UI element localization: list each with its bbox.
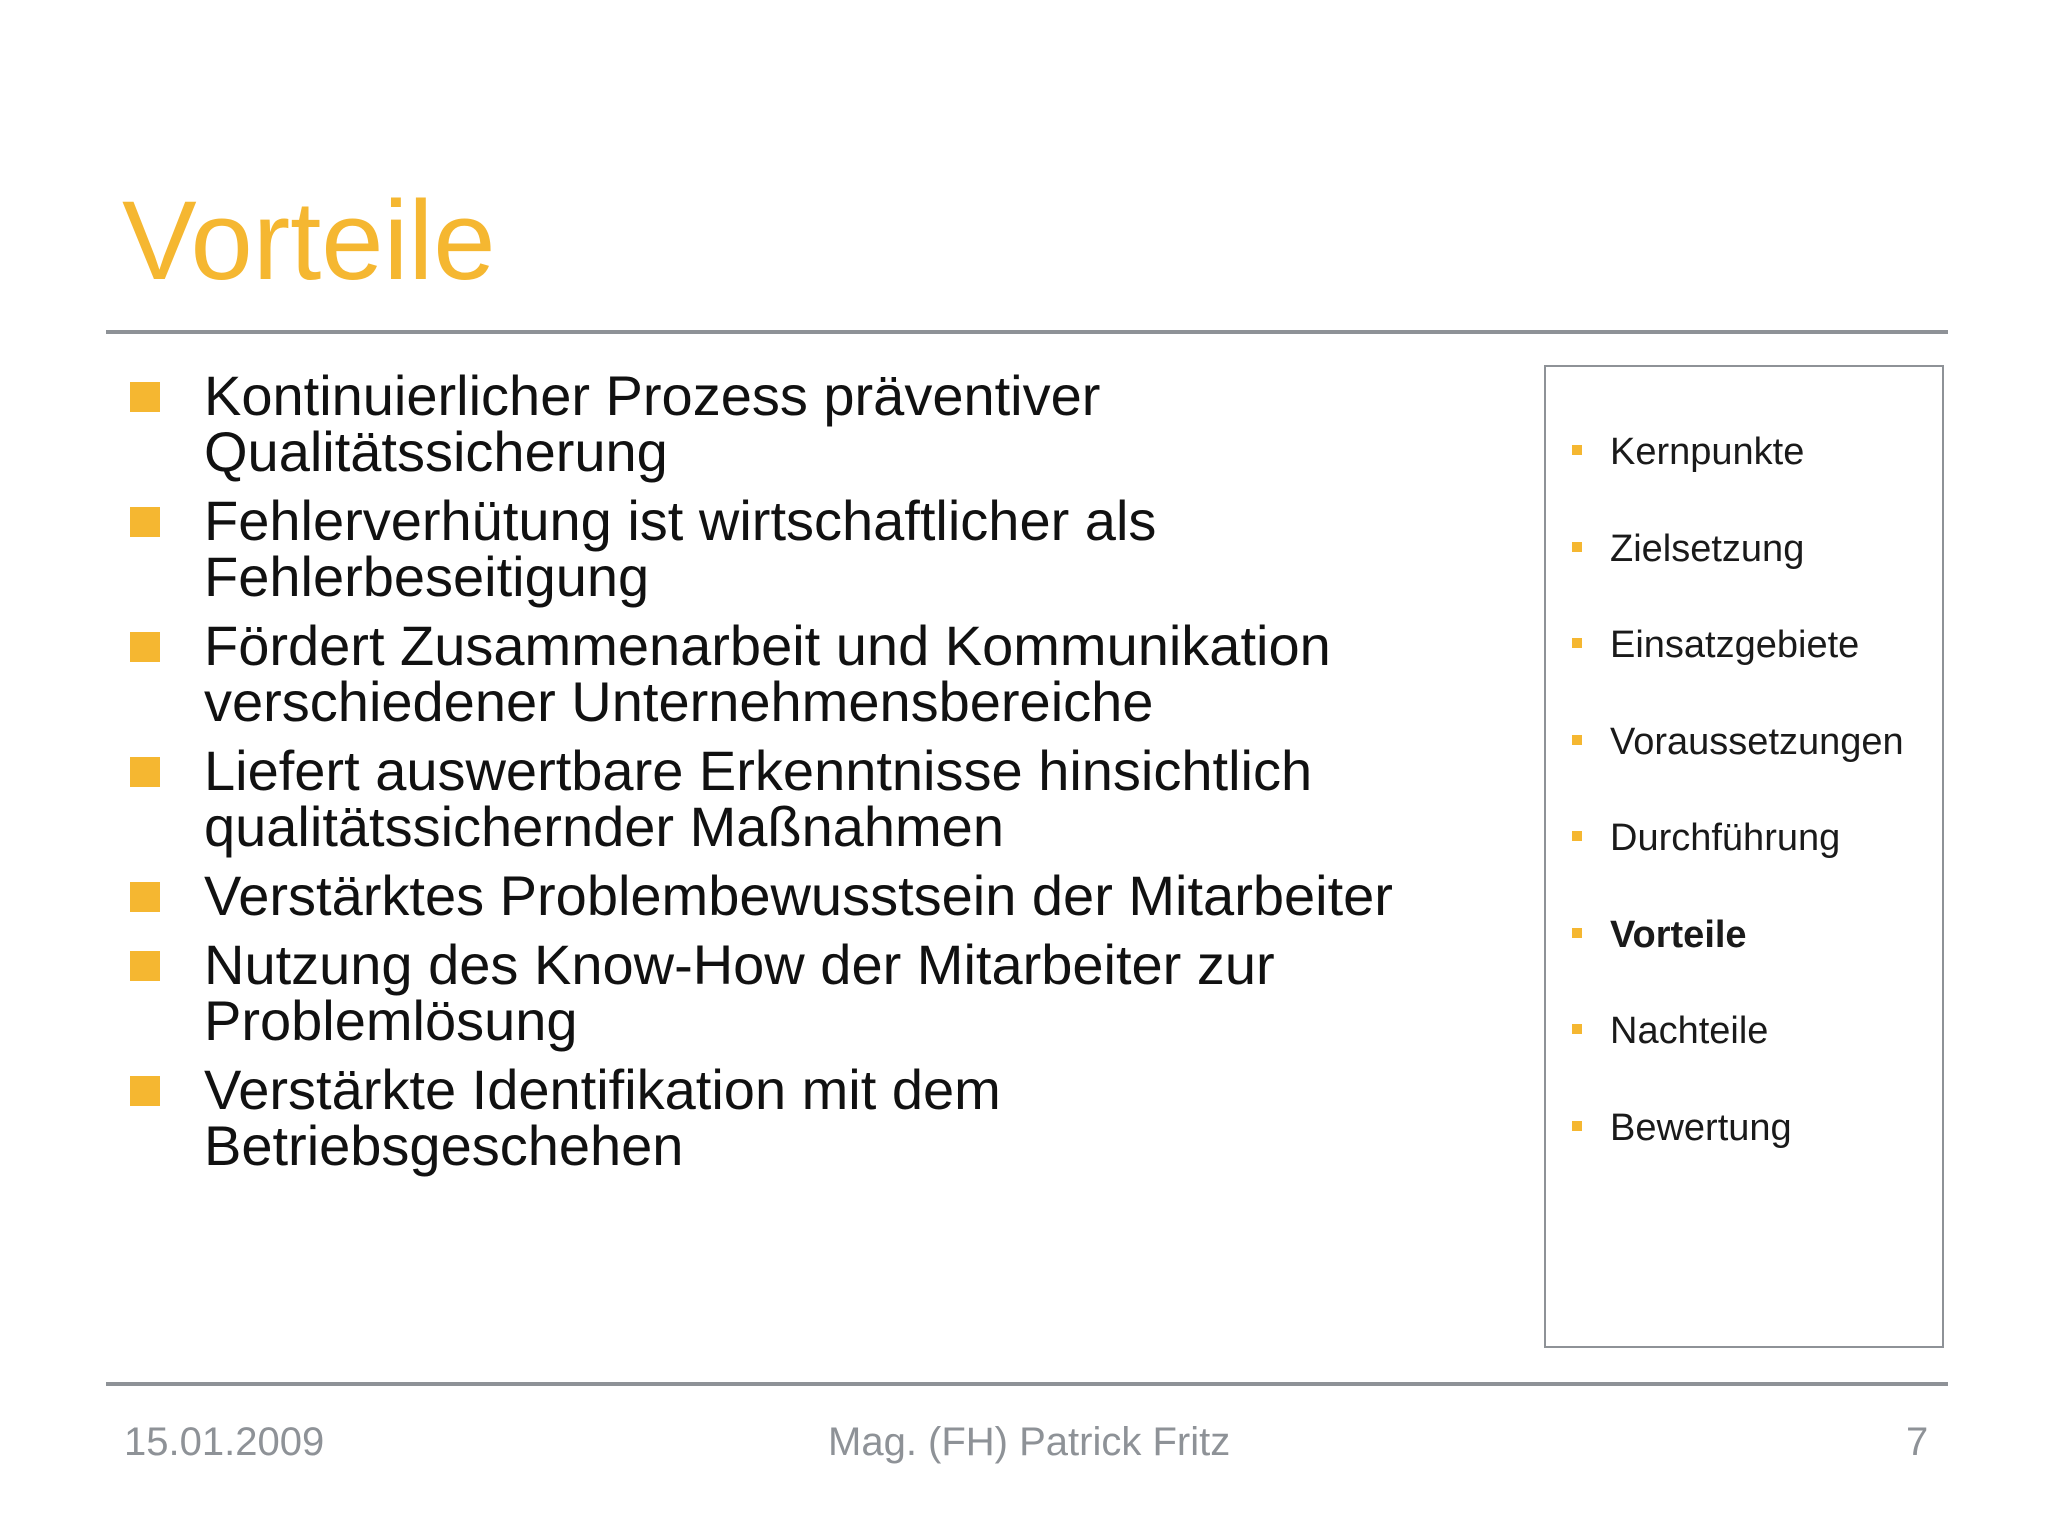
square-bullet-icon [1572, 1121, 1582, 1131]
bullet-text: Qualitätssicherung [204, 420, 668, 483]
agenda-item-voraussetzungen [1572, 719, 1904, 765]
bullet-text: Kontinuierlicher Prozess präventiver [204, 364, 1101, 427]
bullet-text: Problemlösung [204, 989, 578, 1052]
square-bullet-icon [130, 507, 160, 537]
square-bullet-icon [130, 951, 160, 981]
agenda-item-kernpunkte [1572, 429, 1804, 475]
square-bullet-icon [130, 757, 160, 787]
square-bullet-icon [1572, 542, 1582, 552]
agenda-item-zielsetzung [1572, 526, 1804, 572]
square-bullet-icon [1572, 1024, 1582, 1034]
agenda-item-label: Nachteile [1610, 1010, 1769, 1052]
footer-author: Mag. (FH) Patrick Fritz [828, 1420, 1231, 1464]
bullet-item [128, 489, 1508, 608]
bullet-item [128, 933, 1508, 1052]
agenda-item-vorteile [1572, 912, 1747, 958]
bullet-item [128, 739, 1508, 858]
bullet-text: Fehlerbeseitigung [204, 545, 650, 608]
agenda-item-label: Einsatzgebiete [1610, 624, 1860, 666]
bullet-text: Verstärktes Problembewusstsein der Mitarbeiter [204, 864, 1393, 927]
square-bullet-icon [1572, 928, 1582, 938]
square-bullet-icon [130, 882, 160, 912]
footer-divider [106, 1382, 1948, 1386]
agenda-sidebar [1544, 365, 1944, 1348]
slide-title: Vorteile [122, 178, 496, 303]
bullet-text: Fördert Zusammenarbeit und Kommunikation [204, 614, 1331, 677]
bullet-item [128, 614, 1508, 733]
square-bullet-icon [1572, 445, 1582, 455]
bullet-text: qualitätssichernder Maßnahmen [204, 795, 1004, 858]
bullet-text: Betriebsgeschehen [204, 1114, 684, 1177]
square-bullet-icon [1572, 831, 1582, 841]
agenda-item-label: Vorteile [1610, 914, 1747, 956]
footer-date: 15.01.2009 [124, 1420, 325, 1464]
agenda-item-nachteile [1572, 1008, 1768, 1054]
bullet-item [128, 364, 1508, 483]
bullet-text: Verstärkte Identifikation mit dem [204, 1058, 1001, 1121]
agenda-item-durchf-hrung [1572, 815, 1840, 861]
bullet-text: verschiedener Unternehmensbereiche [204, 670, 1154, 733]
bullet-text: Nutzung des Know-How der Mitarbeiter zur [204, 933, 1275, 996]
agenda-item-label: Durchführung [1610, 817, 1841, 859]
agenda-item-label: Kernpunkte [1610, 431, 1805, 473]
agenda-item-einsatzgebiete [1572, 622, 1859, 668]
bullet-item [128, 864, 1508, 927]
square-bullet-icon [130, 382, 160, 412]
square-bullet-icon [130, 632, 160, 662]
square-bullet-icon [1572, 735, 1582, 745]
page-number: 7 [1906, 1420, 1929, 1464]
agenda-item-label: Voraussetzungen [1610, 721, 1904, 763]
bullet-text: Liefert auswertbare Erkenntnisse hinsichtlich [204, 739, 1313, 802]
square-bullet-icon [1572, 638, 1582, 648]
bullet-text: Fehlerverhütung ist wirtschaftlicher als [204, 489, 1157, 552]
bullet-item [128, 1058, 1508, 1177]
square-bullet-icon [130, 1076, 160, 1106]
agenda-item-label: Zielsetzung [1610, 528, 1805, 570]
agenda-item-label: Bewertung [1610, 1107, 1792, 1149]
title-divider [106, 330, 1948, 334]
agenda-item-bewertung [1572, 1105, 1792, 1151]
bullet-list [128, 364, 1508, 1187]
